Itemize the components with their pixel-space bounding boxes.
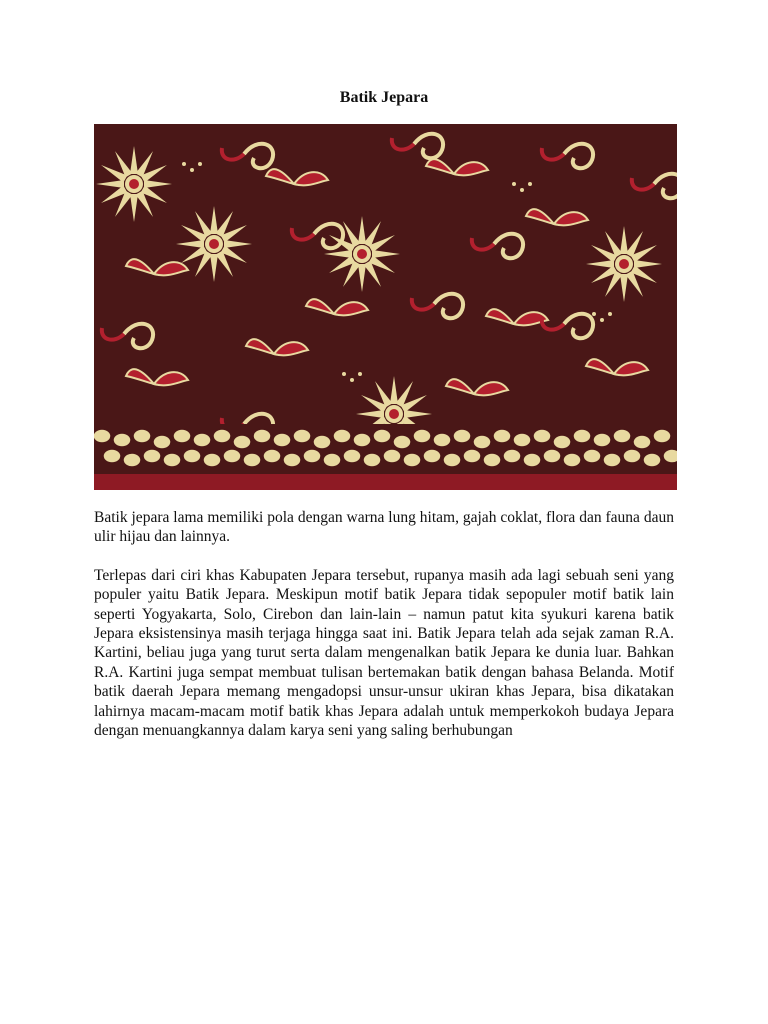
batik-fabric-image [94,124,677,490]
body-text [94,508,674,759]
page-title: Batik Jepara [339,89,429,106]
paragraph-intro: Batik jepara lama memiliki pola dengan warna lung hitam, gajah coklat, flora dan fauna daun ulir hijau dan lainnya. [94,509,674,546]
paragraph-history: Terlepas dari ciri khas Kabupaten Jepara tersebut, rupanya masih ada lagi sebuah seni yang populer yaitu Batik Jepara. Meskipun motif batik Jepara tidak sepopuler motif batik lain seperti Yogyakarta, Solo, Cirebon dan lain-lain – namun patut kita syukuri karena batik Jepara eksistensinya masih terjaga hingga saat ini. Batik Jepara telah ada sejak zaman R.A. Kartini, beliau juga yang turut serta dalam mengenalkan batik Jepara ke dunia luar. Bahkan R.A. Kartini juga sempat membuat tulisan bertemakan batik dengan bahasa Belanda. Motif batik daerah Jepara memang mengadopsi unsur-unsur ukiran khas Jepara, bisa dikatakan lahirnya macam-macam motif batik khas Jepara adalah untuk memperkokoh budaya Jepara dengan menuangkannya dalam karya seni yang saling berhubungan [94,566,674,740]
